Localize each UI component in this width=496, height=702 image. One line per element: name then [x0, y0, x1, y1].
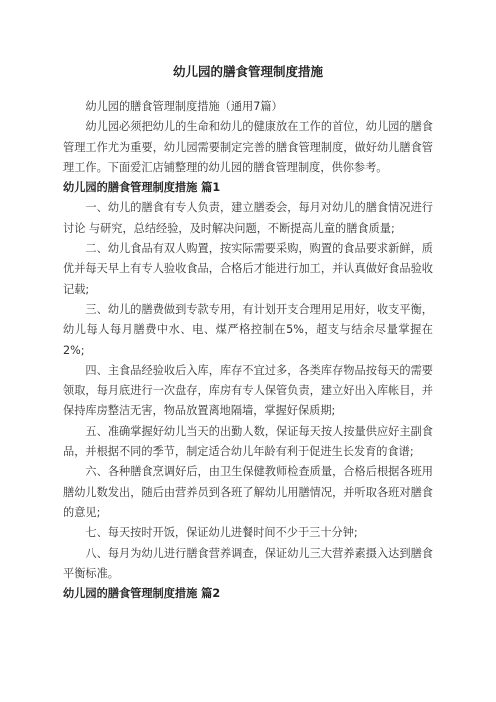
section-paragraph: 四、主食品经验收后入库，库存不宜过多，各类库存物品按每天的需要领取，每月底进行一次盘存，库房有专人保管负责，建立好出入库帐目，并保持库房整洁无害，物品放置离地隔墙，掌握好保质期; — [63, 363, 433, 418]
intro-paragraph: 幼儿园必须把幼儿的生命和幼儿的健康放在工作的首位，幼儿园的膳食管理工作尤为重要，幼儿园需要制定完善的膳食管理制度，做好幼儿膳食管理工作。下面爱汇店铺整理的幼儿园的膳食管理制度，供你参考。 — [63, 120, 433, 174]
section-paragraph: 三、幼儿的膳费做到专款专用，有计划开支合理用足用好，收支平衡，幼儿每人每月膳费中水、电、煤严格控制在5%，超支与结余尽量掌握在2%; — [63, 302, 433, 357]
page-title: 幼儿园的膳食管理制度措施 — [172, 64, 323, 79]
section-heading: 幼儿园的膳食管理制度措施 篇2 — [63, 587, 221, 601]
section-heading: 幼儿园的膳食管理制度措施 篇1 — [63, 181, 221, 195]
section-paragraph: 一、幼儿的膳食有专人负责，建立膳委会，每月对幼儿的膳食情况进行讨论 与研究，总结经验，及时解决问题，不断提高儿童的膳食质量; — [63, 201, 433, 235]
section-2 — [63, 584, 433, 604]
section-paragraph: 八、每月为幼儿进行膳食营养调查，保证幼儿三大营养素摄入达到膳食平衡标准。 — [63, 546, 433, 580]
section-1 — [63, 178, 433, 584]
section-paragraph: 二、幼儿食品有双人购置，按实际需要采购，购置的食品要求新鲜，质优并每天早上有专人验收食品，合格后才能进行加工，并认真做好食品验收记载; — [63, 242, 433, 296]
section-paragraph: 六、各种膳食烹调好后，由卫生保健教师检查质量，合格后根据各班用膳幼儿数发出，随后由营养员到各班了解幼儿用膳情况，并听取各班对膳食的意见; — [63, 465, 433, 519]
section-paragraph: 七、每天按时开饭，保证幼儿进餐时间不少于三十分钟; — [85, 526, 358, 540]
document-subtitle: 幼儿园的膳食管理制度措施（通用7篇） — [85, 100, 283, 113]
section-paragraph: 五、准确掌握好幼儿当天的出勤人数，保证每天按人按量供应好主副食品，并根据不同的季节，制定适合幼儿年龄有利于促进生长发育的食谱; — [63, 424, 433, 459]
